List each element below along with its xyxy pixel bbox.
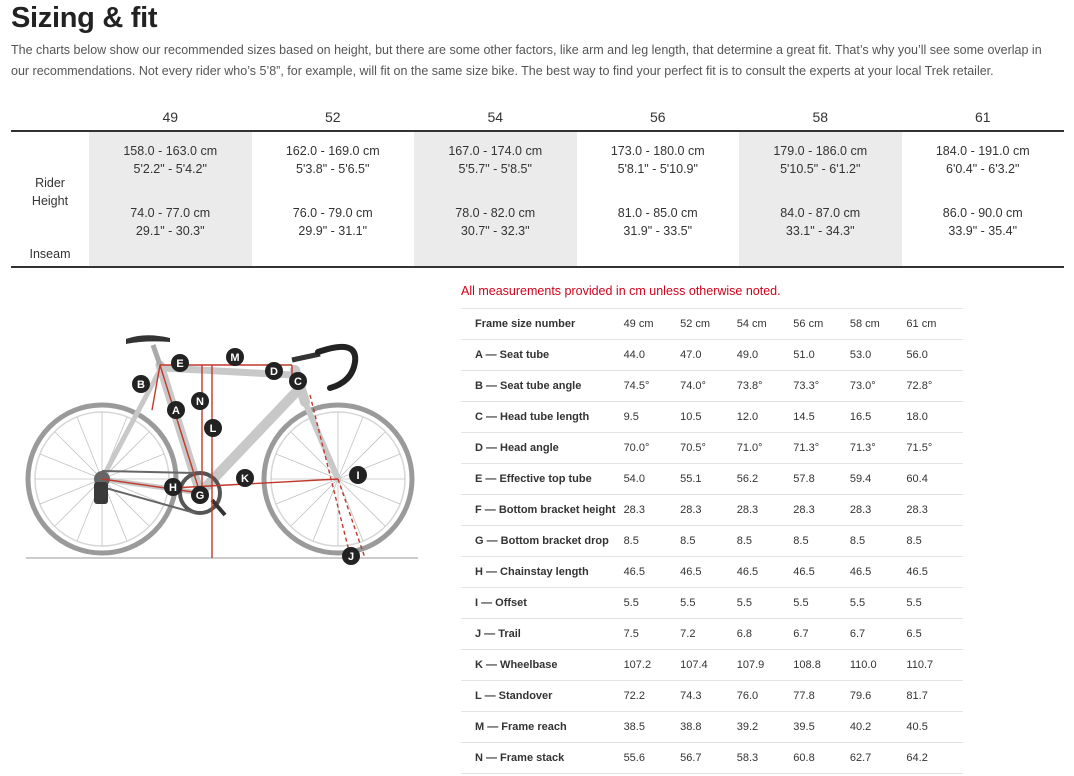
measurement-value: 8.5 (793, 526, 850, 557)
measurement-value: 70.0° (624, 433, 681, 464)
rider-height-cell-imperial: 5'3.8" - 5'6.5" (296, 162, 370, 176)
measurement-value: 5.5 (906, 588, 963, 619)
table-row (461, 402, 963, 433)
badge-h-icon (164, 478, 182, 496)
measurement-value: 73.0° (850, 371, 907, 402)
measurement-value: 8.5 (680, 526, 737, 557)
rider-height-label: Height (31, 194, 69, 208)
measurement-value: 73.8° (737, 371, 794, 402)
measurement-value: 10.5 (680, 402, 737, 433)
measurement-value: 28.3 (850, 495, 907, 526)
svg-text:K: K (241, 473, 249, 485)
measurement-value: 55.6 (624, 743, 681, 774)
svg-text:N: N (196, 396, 204, 408)
rider-height-cell-metric: 184.0 - 191.0 cm (935, 144, 1030, 158)
table-row (461, 340, 963, 371)
measurement-value: 74.3 (680, 681, 737, 712)
measurement-value: 56.0 (906, 340, 963, 371)
badge-i-icon (349, 466, 367, 484)
derailleur (94, 482, 108, 504)
size-label: 52 (324, 109, 341, 125)
table-row (461, 650, 963, 681)
measurement-value: 107.9 (737, 650, 794, 681)
measurement-value: 5.5 (680, 588, 737, 619)
rider-height-cell (89, 142, 252, 178)
badge-l-icon (204, 419, 222, 437)
measurement-value: 5.5 (624, 588, 681, 619)
size-column (414, 132, 577, 266)
svg-text:I: I (356, 470, 360, 482)
measurement-value: 6.8 (737, 619, 794, 650)
rider-height-cell-metric: 167.0 - 174.0 cm (448, 144, 543, 158)
measurement-value: 71.5° (906, 433, 963, 464)
frame-size-header: 61 cm (906, 309, 963, 340)
measurement-value: 28.3 (680, 495, 737, 526)
geometry-table (461, 308, 963, 774)
measurement-value: 28.3 (624, 495, 681, 526)
measurement-note: All measurements provided in cm unless otherwise noted. (461, 284, 781, 298)
badge-d-icon (265, 362, 283, 380)
measurement-value: 81.7 (906, 681, 963, 712)
measurement-value: 74.5° (624, 371, 681, 402)
inseam-cell (577, 204, 740, 240)
size-column (577, 132, 740, 266)
measurement-value: 28.3 (906, 495, 963, 526)
badge-e-icon (171, 354, 189, 372)
measurement-label: J — Trail (461, 619, 624, 650)
rider-height-cell-imperial: 5'10.5" - 6'1.2" (780, 162, 861, 176)
size-label: 61 (974, 109, 991, 125)
measurement-value: 28.3 (737, 495, 794, 526)
measurement-value: 58.3 (737, 743, 794, 774)
svg-text:L: L (209, 423, 217, 435)
measurement-label: N — Frame stack (461, 743, 624, 774)
saddle (126, 335, 170, 344)
measurement-value: 79.6 (850, 681, 907, 712)
size-chart-header (11, 100, 1064, 132)
badge-c-icon (289, 372, 307, 390)
table-row (461, 433, 963, 464)
rider-height-cell-metric: 173.0 - 180.0 cm (610, 144, 705, 158)
size-column (739, 132, 902, 266)
measurement-value: 110.7 (906, 650, 963, 681)
measurement-value: 107.2 (624, 650, 681, 681)
measurement-value: 46.5 (850, 557, 907, 588)
rider-height-cell (252, 142, 415, 178)
measurement-value: 12.0 (737, 402, 794, 433)
table-row (461, 743, 963, 774)
measurement-value: 18.0 (906, 402, 963, 433)
measurement-value: 7.5 (624, 619, 681, 650)
measurement-value: 64.2 (906, 743, 963, 774)
measurement-value: 38.8 (680, 712, 737, 743)
size-column (902, 132, 1065, 266)
inseam-cell-imperial: 33.1" - 34.3" (785, 224, 855, 238)
measurement-value: 70.5° (680, 433, 737, 464)
measurement-value: 71.3° (793, 433, 850, 464)
measurement-label: G — Bottom bracket drop (461, 526, 624, 557)
svg-text:A: A (172, 405, 180, 417)
measurement-value: 28.3 (793, 495, 850, 526)
geometry-header-label: Frame size number (461, 309, 624, 340)
inseam-cell-imperial: 30.7" - 32.3" (460, 224, 530, 238)
measurement-value: 49.0 (737, 340, 794, 371)
svg-text:C: C (294, 376, 302, 388)
rider-height-cell-metric: 162.0 - 169.0 cm (285, 144, 380, 158)
measurement-value: 8.5 (737, 526, 794, 557)
badge-m-icon (226, 348, 244, 366)
measurement-value: 60.4 (906, 464, 963, 495)
measurement-value: 5.5 (737, 588, 794, 619)
bike-geometry-diagram (20, 330, 424, 570)
table-row (461, 464, 963, 495)
svg-text:G: G (195, 490, 205, 502)
inseam-cell (252, 204, 415, 240)
measurement-value: 39.2 (737, 712, 794, 743)
page-title: Sizing & fit (11, 2, 158, 34)
inseam-cell-imperial: 29.1" - 30.3" (135, 224, 205, 238)
frame-size-header: 54 cm (737, 309, 794, 340)
badge-g-icon (191, 486, 209, 504)
badge-n-icon (191, 392, 209, 410)
measurement-value: 73.3° (793, 371, 850, 402)
inseam-cell (414, 204, 577, 240)
badge-b-icon (132, 375, 150, 393)
measurement-label: L — Standover (461, 681, 624, 712)
measurement-value: 40.2 (850, 712, 907, 743)
inseam-cell (89, 204, 252, 240)
measurement-value: 9.5 (624, 402, 681, 433)
measurement-value: 54.0 (624, 464, 681, 495)
table-row (461, 712, 963, 743)
measurement-value: 47.0 (680, 340, 737, 371)
measurement-value: 107.4 (680, 650, 737, 681)
measurement-label: B — Seat tube angle (461, 371, 624, 402)
rider-height-cell (902, 142, 1065, 178)
measurement-value: 72.2 (624, 681, 681, 712)
measurement-value: 62.7 (850, 743, 907, 774)
measurement-value: 6.7 (850, 619, 907, 650)
measurement-label: D — Head angle (461, 433, 624, 464)
measurement-value: 5.5 (850, 588, 907, 619)
measurement-value: 72.8° (906, 371, 963, 402)
measurement-value: 6.7 (793, 619, 850, 650)
size-label: 58 (812, 109, 829, 125)
frame-size-header: 49 cm (624, 309, 681, 340)
measurement-value: 46.5 (906, 557, 963, 588)
inseam-cell-metric: 74.0 - 77.0 cm (130, 206, 211, 220)
size-chart (11, 100, 1064, 268)
measurement-value: 6.5 (906, 619, 963, 650)
measurement-value: 60.8 (793, 743, 850, 774)
measurement-value: 40.5 (906, 712, 963, 743)
inseam-label: Inseam (29, 247, 71, 261)
intro-text: The charts below show our recommended sizes based on height, but there are some other factors, like arm and leg length, that determine a great fit. That’s why you’ll see some overlap in our recommendations. Not every rider who’s 5’8”, for example, will fit on the same size bike. The best way to find your perfect fit is to consult the experts at your local Trek retailer. (11, 43, 1042, 78)
measurement-label: C — Head tube length (461, 402, 624, 433)
inseam-cell-metric: 84.0 - 87.0 cm (780, 206, 861, 220)
measurement-value: 55.1 (680, 464, 737, 495)
rider-height-cell-metric: 158.0 - 163.0 cm (123, 144, 218, 158)
measurement-value: 46.5 (737, 557, 794, 588)
rider-height-cell-imperial: 5'2.2" - 5'4.2" (133, 162, 207, 176)
table-row (461, 557, 963, 588)
handlebar (318, 347, 355, 388)
measurement-value: 71.0° (737, 433, 794, 464)
rider-height-cell-imperial: 5'8.1" - 5'10.9" (617, 162, 698, 176)
size-label: 49 (162, 109, 179, 125)
measurement-value: 8.5 (624, 526, 681, 557)
measurement-value: 59.4 (850, 464, 907, 495)
measurement-label: E — Effective top tube (461, 464, 624, 495)
rider-height-cell-imperial: 6'0.4" - 6'3.2" (946, 162, 1020, 176)
inseam-cell-metric: 86.0 - 90.0 cm (942, 206, 1023, 220)
inseam-cell-metric: 81.0 - 85.0 cm (617, 206, 698, 220)
geometry-header-row (461, 309, 963, 340)
inseam-cell-imperial: 29.9" - 31.1" (298, 224, 368, 238)
size-column (252, 132, 415, 266)
rider-height-cell (414, 142, 577, 178)
measurement-value: 39.5 (793, 712, 850, 743)
measurement-value: 8.5 (850, 526, 907, 557)
measurement-value: 46.5 (680, 557, 737, 588)
size-label: 56 (649, 109, 666, 125)
frame-size-header: 52 cm (680, 309, 737, 340)
measurement-value: 14.5 (793, 402, 850, 433)
seatpost (153, 345, 160, 365)
measurement-value: 51.0 (793, 340, 850, 371)
measurement-label: K — Wheelbase (461, 650, 624, 681)
measurement-value: 56.2 (737, 464, 794, 495)
frame-size-header: 56 cm (793, 309, 850, 340)
measurement-value: 108.8 (793, 650, 850, 681)
measurement-label: I — Offset (461, 588, 624, 619)
measurement-value: 46.5 (793, 557, 850, 588)
inseam-cell (739, 204, 902, 240)
measurement-value: 53.0 (850, 340, 907, 371)
table-row (461, 526, 963, 557)
size-label: 54 (487, 109, 504, 125)
badge-j-icon (342, 547, 360, 565)
rider-height-label: Rider (35, 176, 65, 190)
measurement-value: 7.2 (680, 619, 737, 650)
table-row (461, 588, 963, 619)
svg-text:E: E (176, 358, 184, 370)
measurement-value: 77.8 (793, 681, 850, 712)
measurement-value: 46.5 (624, 557, 681, 588)
size-column (89, 132, 252, 266)
table-row (461, 619, 963, 650)
rider-height-cell-imperial: 5'5.7" - 5'8.5" (458, 162, 532, 176)
measurement-value: 57.8 (793, 464, 850, 495)
inseam-cell-metric: 76.0 - 79.0 cm (292, 206, 373, 220)
table-row (461, 681, 963, 712)
inseam-cell-imperial: 33.9" - 35.4" (948, 224, 1018, 238)
svg-text:H: H (169, 482, 177, 494)
svg-text:J: J (347, 551, 355, 563)
rider-height-cell-metric: 179.0 - 186.0 cm (773, 144, 868, 158)
rider-height-cell (739, 142, 902, 178)
stem (292, 354, 320, 360)
inseam-cell-metric: 78.0 - 82.0 cm (455, 206, 536, 220)
measurement-label: A — Seat tube (461, 340, 624, 371)
badge-a-icon (167, 401, 185, 419)
svg-text:D: D (270, 366, 278, 378)
measurement-value: 38.5 (624, 712, 681, 743)
frame-size-header: 58 cm (850, 309, 907, 340)
inseam-cell (902, 204, 1065, 240)
measurement-value: 74.0° (680, 371, 737, 402)
svg-text:M: M (230, 352, 240, 364)
measurement-value: 16.5 (850, 402, 907, 433)
table-row (461, 495, 963, 526)
size-chart-body (11, 132, 1064, 268)
rider-height-cell (577, 142, 740, 178)
measurement-value: 71.3° (850, 433, 907, 464)
inseam-cell-imperial: 31.9" - 33.5" (623, 224, 693, 238)
measurement-value: 8.5 (906, 526, 963, 557)
table-row (461, 371, 963, 402)
measurement-value: 110.0 (850, 650, 907, 681)
measurement-value: 76.0 (737, 681, 794, 712)
measurement-value: 5.5 (793, 588, 850, 619)
measurement-value: 56.7 (680, 743, 737, 774)
measurement-value: 44.0 (624, 340, 681, 371)
row-labels (11, 132, 89, 266)
measurement-label: M — Frame reach (461, 712, 624, 743)
measurement-label: H — Chainstay length (461, 557, 624, 588)
badge-k-icon (236, 469, 254, 487)
measurement-label: F — Bottom bracket height (461, 495, 624, 526)
svg-text:B: B (137, 379, 145, 391)
